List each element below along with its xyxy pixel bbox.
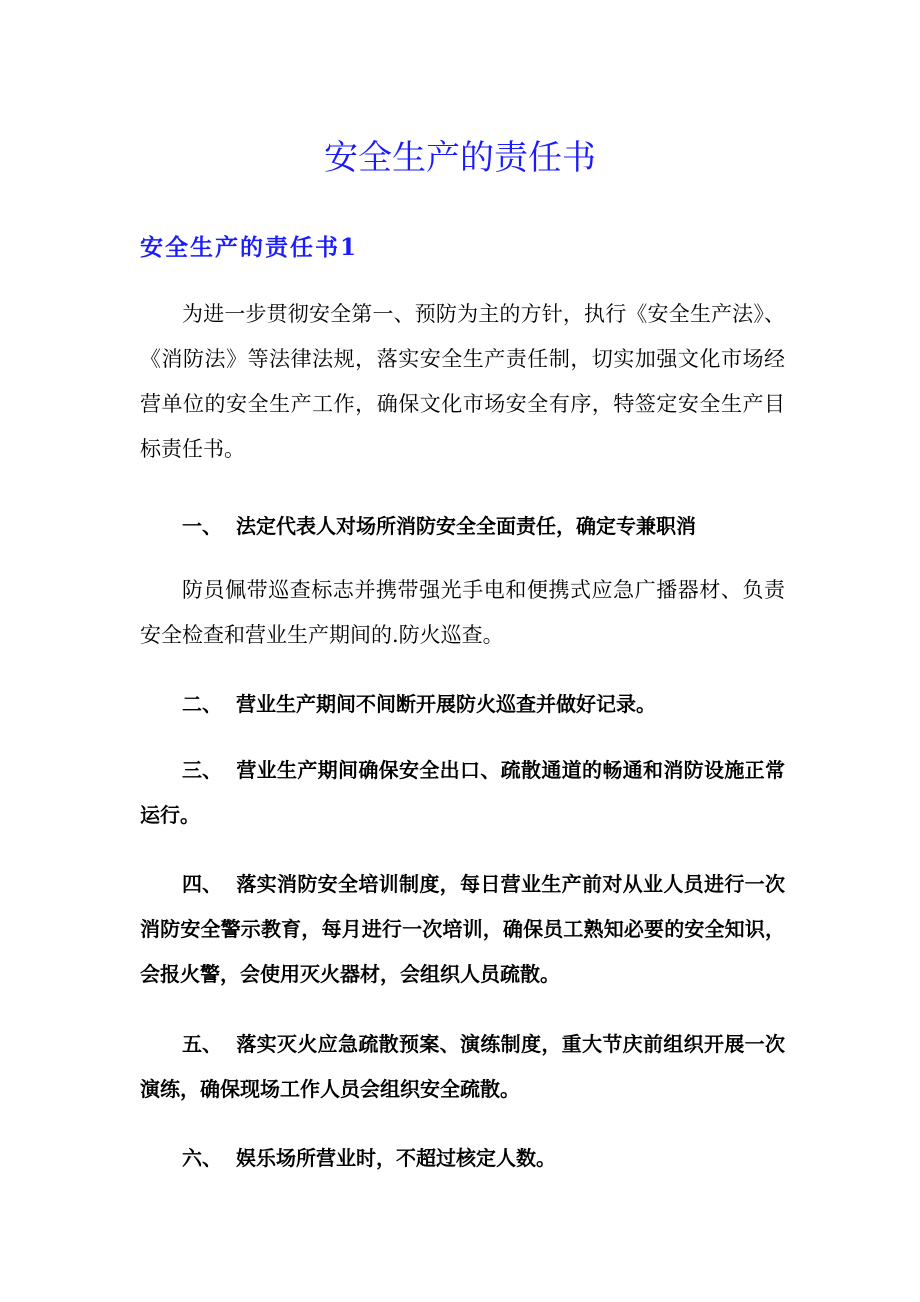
list-item-1-continued: 防员佩带巡查标志并携带强光手电和便携式应急广播器材、负责安全检查和营业生产期间的.防火巡查。 (140, 578, 785, 647)
item-3-number: 三、 (182, 758, 222, 782)
list-item-2 (140, 682, 785, 727)
item-1-text: 法定代表人对场所消防安全全面责任，确定专兼职消 (236, 514, 696, 538)
intro-paragraph: 为进一步贯彻安全第一、预防为主的方针，执行《安全生产法》、《消防法》等法律法规，落实安全生产责任制，切实加强文化市场经营单位的安全生产工作，确保文化市场安全有序，特签定安全生产目标责任书。 (140, 302, 785, 461)
item-5-number: 五、 (182, 1032, 222, 1056)
item-6-number: 六、 (182, 1146, 222, 1170)
list-item-1 (140, 504, 785, 549)
item-2-text: 营业生产期间不间断开展防火巡查并做好记录。 (236, 692, 656, 716)
item-6-text: 娱乐场所营业时，不超过核定人数。 (236, 1146, 556, 1170)
item-4-text: 落实消防安全培训制度，每日营业生产前对从业人员进行一次消防安全警示教育，每月进行一次培训，确保员工熟知必要的安全知识，会报火警，会使用灭火器材，会组织人员疏散。 (140, 872, 785, 986)
item-3-text: 营业生产期间确保安全出口、疏散通道的畅通和消防设施正常运行。 (140, 758, 785, 827)
section-heading: 安全生产的责任书1 (140, 234, 359, 261)
item-1-number: 一、 (182, 514, 222, 538)
document-title: 安全生产的责任书 (324, 138, 596, 178)
list-item-4 (140, 862, 785, 997)
item-4-number: 四、 (182, 872, 222, 896)
list-item-3 (140, 748, 785, 838)
list-item-5 (140, 1022, 785, 1112)
item-2-number: 二、 (182, 692, 222, 716)
list-item-6 (140, 1136, 785, 1181)
item-5-text: 落实灭火应急疏散预案、演练制度，重大节庆前组织开展一次演练，确保现场工作人员会组织安全疏散。 (140, 1032, 785, 1101)
